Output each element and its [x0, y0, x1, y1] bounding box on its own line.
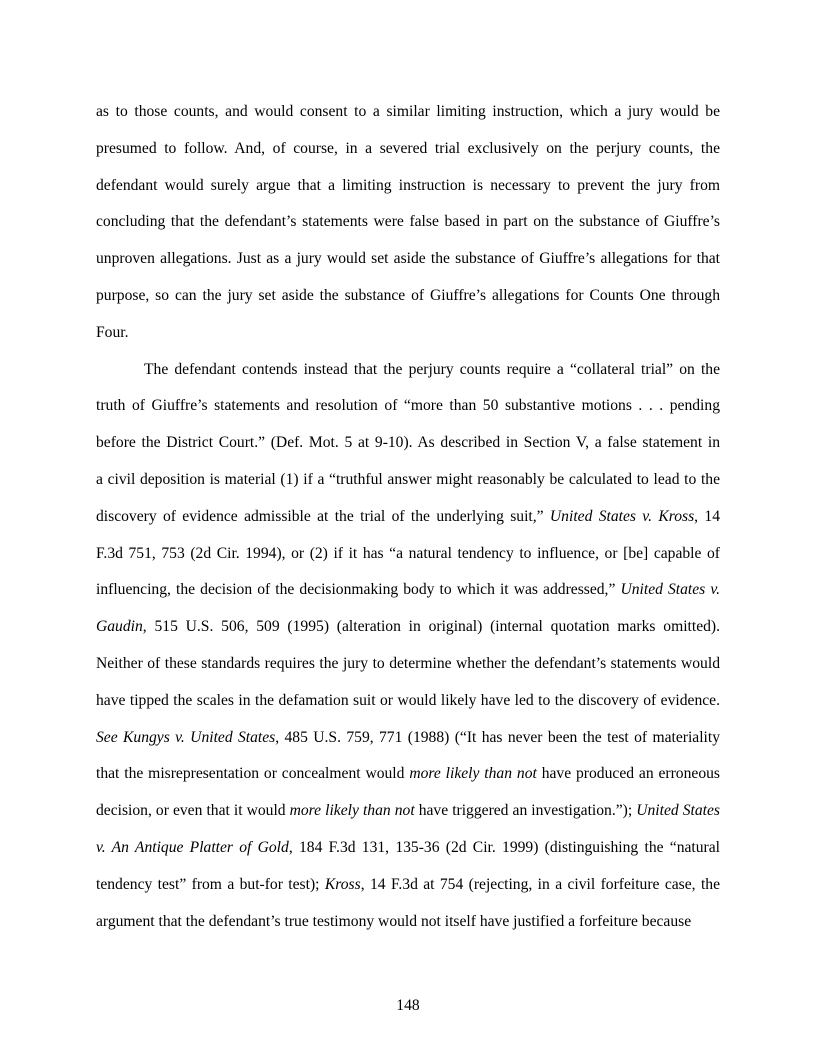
text-run: that the misrepresentation or concealment would: [96, 765, 410, 783]
text-line: [96, 462, 720, 499]
text-run: argument that the defendant’s true testimony would not itself have justified a forfeiture because: [96, 912, 692, 930]
text-line: [96, 499, 720, 536]
text-line: [96, 388, 720, 425]
italic-citation: Kross: [324, 875, 361, 893]
text-run: a civil deposition is material (1) if a “truthful answer might reasonably be calculated to lead to the: [96, 470, 720, 488]
text-run: decision, or even that it would: [96, 802, 290, 820]
text-line: [96, 646, 720, 683]
text-line: [96, 315, 720, 352]
text-run: concluding that the defendant’s statements were false based in part on the substance of Giuffre’s: [96, 213, 720, 231]
text-line: [96, 241, 720, 278]
text-run: Neither of these standards requires the jury to determine whether the defendant’s statements would: [96, 654, 720, 672]
text-line: [96, 168, 720, 205]
text-run: defendant would surely argue that a limiting instruction is necessary to prevent the jury from: [96, 176, 720, 194]
text-line: [96, 94, 720, 131]
text-run: The defendant contends instead that the perjury counts require a “collateral trial” on the: [144, 360, 720, 378]
text-line: [96, 793, 720, 830]
text-line: [96, 683, 720, 720]
paragraph-2: [96, 352, 720, 941]
italic-citation: United States v. Kross: [549, 507, 695, 525]
italic-citation: United States: [636, 802, 720, 820]
paragraph-1: [96, 94, 720, 352]
text-line: [96, 572, 720, 609]
text-run: , 184 F.3d 131, 135-36 (2d Cir. 1999) (distinguishing the “natural: [288, 838, 721, 856]
text-run: , 515 U.S. 506, 509 (1995) (alteration in original) (internal quotation marks omitted).: [142, 618, 720, 636]
text-run: have tipped the scales in the defamation suit or would likely have led to the discovery of evidence.: [96, 691, 720, 709]
document-body: [96, 94, 720, 940]
text-run: , 485 U.S. 759, 771 (1988) (“It has never been the test of materiality: [275, 728, 720, 746]
text-run: before the District Court.” (Def. Mot. 5 at 9-10). As described in Section V, a false statement in: [96, 434, 720, 452]
text-line: [96, 720, 720, 757]
italic-citation: See Kungys v. United States: [96, 728, 276, 746]
text-run: influencing, the decision of the decisionmaking body to which it was addressed,”: [96, 581, 621, 599]
text-run: truth of Giuffre’s statements and resolution of “more than 50 substantive motions . . . pending: [96, 397, 720, 415]
text-line: [96, 131, 720, 168]
italic-citation: United States v.: [620, 581, 721, 599]
text-run: as to those counts, and would consent to a similar limiting instruction, which a jury would be: [96, 103, 720, 120]
text-run: Four.: [96, 323, 129, 341]
page-number: 148: [396, 997, 420, 1014]
text-run: unproven allegations. Just as a jury would set aside the substance of Giuffre’s allegations for that: [96, 250, 720, 268]
text-run: , 14: [694, 507, 720, 525]
italic-citation: more likely than not: [289, 802, 415, 820]
italic-citation: v. An Antique Platter of Gold: [96, 838, 289, 856]
text-line: [96, 352, 720, 389]
text-line: [96, 425, 720, 462]
text-line: [96, 867, 720, 904]
text-line: [96, 204, 720, 241]
text-run: purpose, so can the jury set aside the substance of Giuffre’s allegations for Counts One through: [96, 286, 720, 304]
text-line: [96, 756, 720, 793]
text-line: [96, 536, 720, 573]
text-line: [96, 278, 720, 315]
text-line: [96, 609, 720, 646]
text-line: [96, 830, 720, 867]
text-run: tendency test” from a but-for test);: [96, 875, 325, 893]
text-run: have triggered an investigation.”);: [414, 802, 637, 820]
text-run: , 14 F.3d at 754 (rejecting, in a civil forfeiture case, the: [360, 875, 721, 893]
italic-citation: Gaudin: [96, 618, 143, 636]
text-line: [96, 904, 720, 941]
text-run: presumed to follow. And, of course, in a severed trial exclusively on the perjury counts, the: [96, 139, 720, 157]
italic-citation: more likely than not: [409, 765, 537, 783]
text-run: discovery of evidence admissible at the trial of the underlying suit,”: [96, 507, 550, 525]
text-run: have produced an erroneous: [536, 765, 720, 783]
text-run: F.3d 751, 753 (2d Cir. 1994), or (2) if it has “a natural tendency to influence, or [be] capable of: [96, 544, 720, 562]
